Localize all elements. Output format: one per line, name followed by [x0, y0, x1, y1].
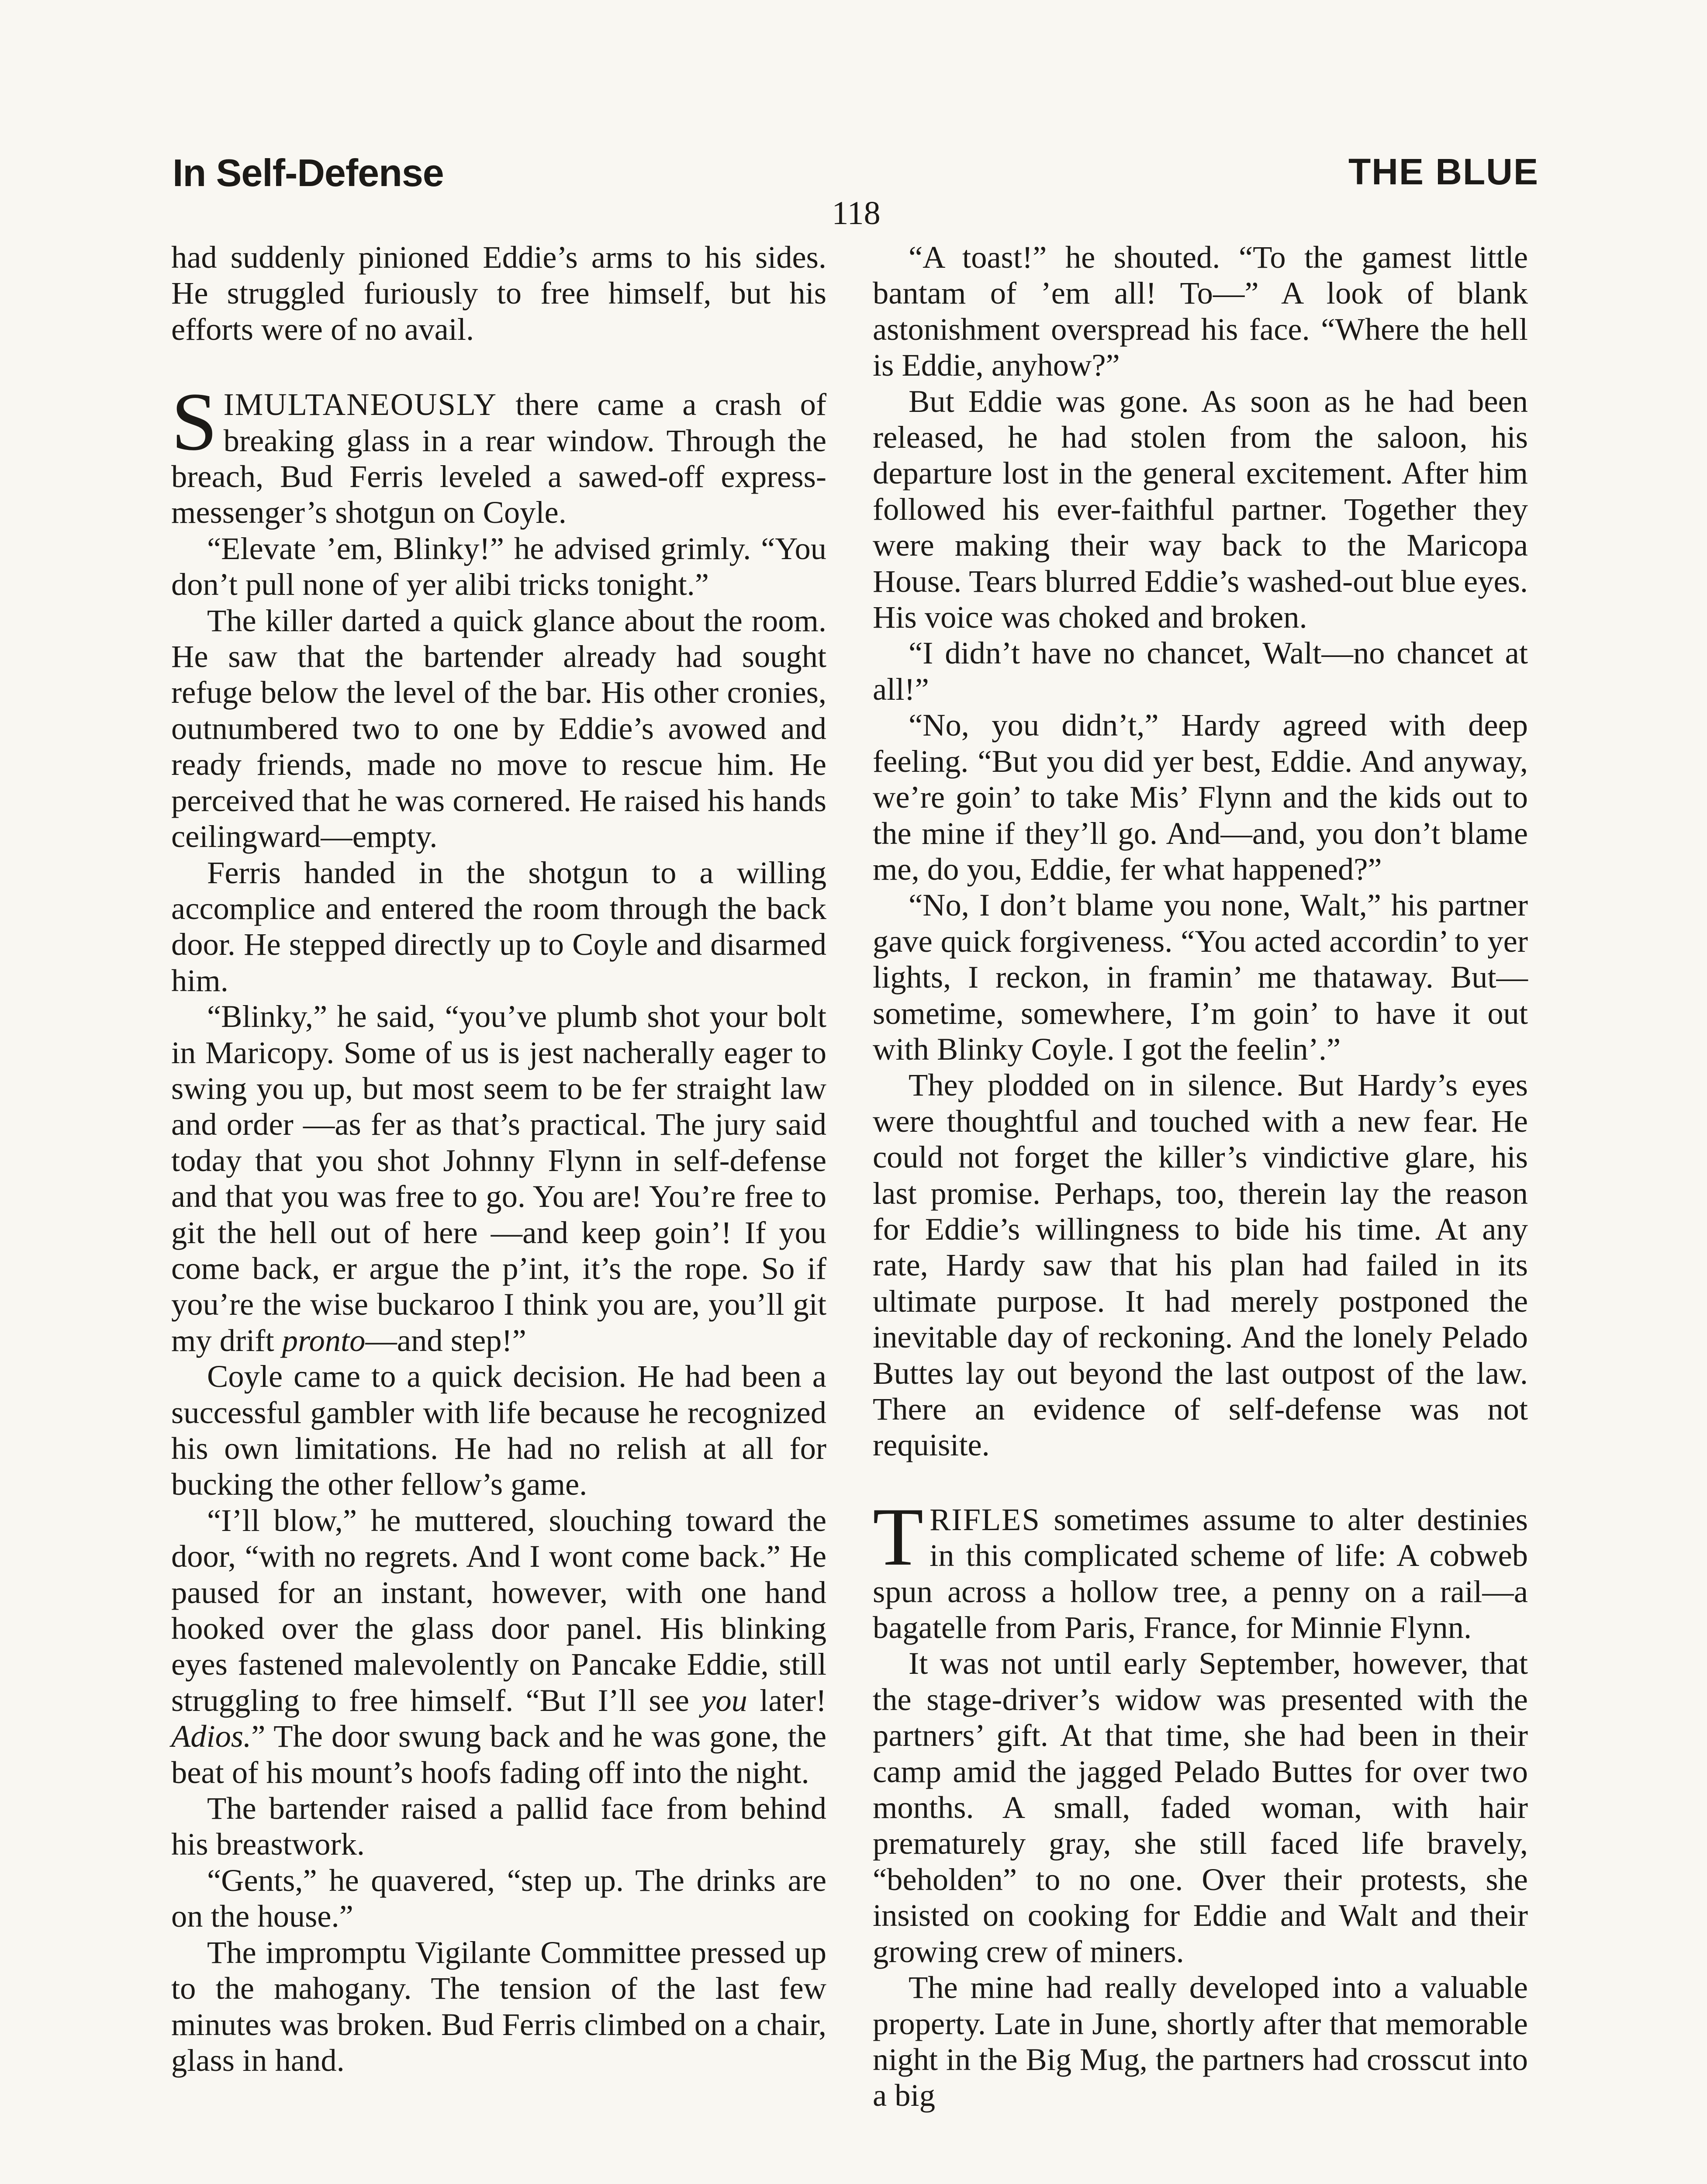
paragraph: The mine had really developed into a valuable property. Late in June, shortly after that memorable night in the Big Mug, the partners had crosscut into a big — [873, 1970, 1528, 2113]
paragraph: It was not until early September, however, that the stage-driver’s widow was presented with the partners’ gift. At that time, she had been in their camp amid the jagged Pelado Buttes for over two months. A small, faded woman, with hair prematurely gray, she still faced life bravely, “beholden” to no one. Over their protests, she insisted on cooking for Eddie and Walt and their growing crew of miners. — [873, 1645, 1528, 1969]
lead-in-caps: RIFLES — [930, 1501, 1040, 1537]
lead-in-caps: IMULTANEOUSLY — [223, 387, 498, 422]
paragraph: “No, you didn’t,” Hardy agreed with deep feeling. “But you did yer best, Eddie. And anyway, we’re goin’ to take Mis’ Flynn and the kids out to the mine if they’ll go. And—and, you don’t blame me, do you, Eddie, fer what happened?” — [873, 707, 1528, 887]
story-title-header: In Self-Defense — [173, 151, 444, 194]
paragraph: “No, I don’t blame you none, Walt,” his partner gave quick forgiveness. “You acted accordin’ to yer lights, I reckon, in framin’ me thataway. But—sometime, somewhere, I’m goin’ to have it out with Blinky Coyle. I got the feelin’.” — [873, 887, 1528, 1067]
paragraph-drop-cap: TRIFLES sometimes assume to alter destinies in this complicated scheme of life: A cobweb spun across a hollow tree, a penny on a rail—a bagatelle from Paris, France, for Minnie Flynn. — [873, 1491, 1528, 1645]
drop-cap-letter: T — [873, 1491, 924, 1583]
paragraph: “Elevate ’em, Blinky!” he advised grimly. “You don’t pull none of yer alibi tricks tonight.” — [171, 530, 826, 602]
paragraph: had suddenly pinioned Eddie’s arms to his sides. He struggled furiously to free himself, but his efforts were of no avail. — [171, 239, 826, 347]
magazine-title-header: THE BLUE — [1348, 151, 1539, 192]
paragraph: “A toast!” he shouted. “To the gamest little bantam of ’em all! To—” A look of blank astonishment overspread his face. “Where the hell is Eddie, anyhow?” — [873, 239, 1528, 383]
left-column — [171, 239, 826, 2078]
page-number: 118 — [832, 195, 881, 232]
paragraph: “I didn’t have no chancet, Walt—no chancet at all!” — [873, 635, 1528, 707]
paragraph: They plodded on in silence. But Hardy’s eyes were thoughtful and touched with a new fear. He could not forget the killer’s vindictive glare, his last promise. Perhaps, too, therein lay the reason for Eddie’s willingness to bide his time. At any rate, Hardy saw that his plan had failed in its ultimate purpose. It had merely postponed the inevitable day of reckoning. And the lonely Pelado Buttes lay out beyond the last outpost of the law. There an evidence of self-defense was not requisite. — [873, 1067, 1528, 1463]
paragraph: “Blinky,” he said, “you’ve plumb shot your bolt in Maricopy. Some of us is jest nacherally eager to swing you up, but most seem to be fer straight law and order —as fer as that’s practical. The jury said today that you shot Johnny Flynn in self-defense and that you was free to go. You are! You’re free to git the hell out of here —and keep goin’! If you come back, er argue the p’int, it’s the rope. So if you’re the wise buckaroo I think you are, you’ll git my drift pronto—and step!” — [171, 999, 826, 1358]
paragraph: “I’ll blow,” he muttered, slouching toward the door, “with no regrets. And I wont come back.” He paused for an instant, however, with one hand hooked over the glass door panel. His blinking eyes fastened malevolently on Pancake Eddie, still struggling to free himself. “But I’ll see you later! Adios.” The door swung back and he was gone, the beat of his mount’s hoofs fading off into the night. — [171, 1502, 826, 1790]
paragraph: The impromptu Vigilante Committee pressed up to the mahogany. The tension of the last few minutes was broken. Bud Ferris climbed on a chair, glass in hand. — [171, 1934, 826, 2078]
paragraph: The bartender raised a pallid face from behind his breastwork. — [171, 1790, 826, 1862]
paragraph: Coyle came to a quick decision. He had been a successful gambler with life because he recognized his own limitations. He had no relish at all for bucking the other fellow’s game. — [171, 1358, 826, 1502]
paragraph: “Gents,” he quavered, “step up. The drinks are on the house.” — [171, 1862, 826, 1934]
paragraph: The killer darted a quick glance about the room. He saw that the bartender already had sought refuge below the level of the bar. His other cronies, outnumbered two to one by Eddie’s avowed and ready friends, made no move to rescue him. He perceived that he was cornered. He raised his hands ceilingward—empty. — [171, 602, 826, 854]
paragraph-drop-cap: SIMULTANEOUSLY there came a crash of breaking glass in a rear window. Through the breach, Bud Ferris leveled a sawed-off express-messenger’s shotgun on Coyle. — [171, 376, 826, 530]
drop-cap-letter: S — [171, 376, 218, 468]
right-column — [873, 239, 1528, 2114]
paragraph: Ferris handed in the shotgun to a willing accomplice and entered the room through the back door. He stepped directly up to Coyle and disarmed him. — [171, 854, 826, 998]
paragraph: But Eddie was gone. As soon as he had been released, he had stolen from the saloon, his departure lost in the general excitement. After him followed his ever-faithful partner. Together they were making their way back to the Maricopa House. Tears blurred Eddie’s washed-out blue eyes. His voice was choked and broken. — [873, 383, 1528, 635]
